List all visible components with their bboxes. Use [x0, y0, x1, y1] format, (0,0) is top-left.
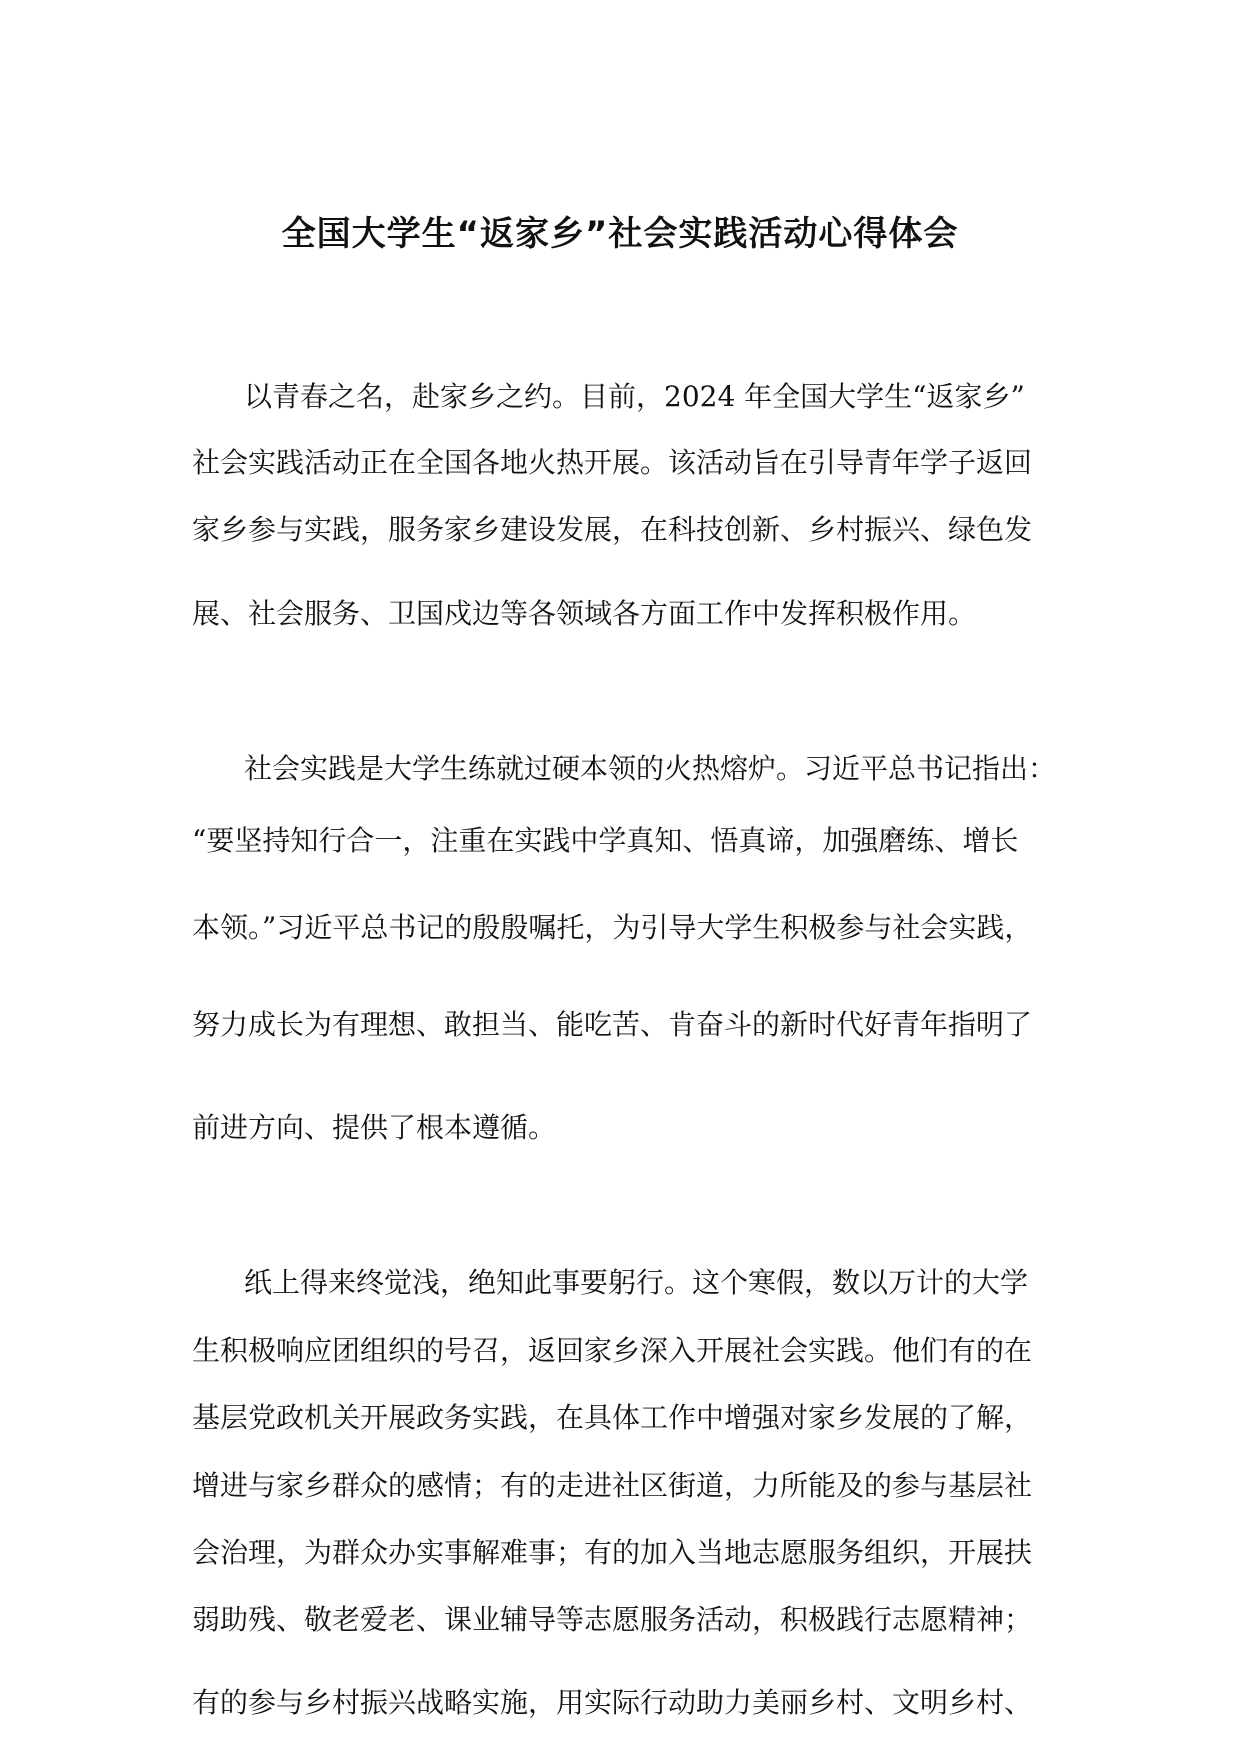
document-title: 全国大学生“返家乡”社会实践活动心得体会 [281, 214, 959, 254]
paragraph-3-line-7: 有的参与乡村振兴战略实施，用实际行动助力美丽乡村、文明乡村、 [192, 1686, 1033, 1719]
paragraph-3-line-3: 基层党政机关开展政务实践，在具体工作中增强对家乡发展的了解， [192, 1401, 1033, 1434]
paragraph-1-line-4: 展、社会服务、卫国戍边等各领域各方面工作中发挥积极作用。 [192, 597, 977, 630]
paragraph-2-line-1: 社会实践是大学生练就过硬本领的火热熔炉。习近平总书记指出： [244, 752, 1057, 785]
paragraph-1-line-3: 家乡参与实践，服务家乡建设发展，在科技创新、乡村振兴、绿色发 [192, 513, 1033, 546]
paragraph-1-line-2: 社会实践活动正在全国各地火热开展。该活动旨在引导青年学子返回 [192, 446, 1033, 479]
paragraph-3-line-1: 纸上得来终觉浅，绝知此事要躬行。这个寒假，数以万计的大学 [244, 1266, 1029, 1299]
paragraph-3-line-6: 弱助残、敬老爱老、课业辅导等志愿服务活动，积极践行志愿精神； [192, 1603, 1033, 1636]
paragraph-2-line-3: 本领。”习近平总书记的殷殷嘱托，为引导大学生积极参与社会实践， [192, 911, 1033, 944]
paragraph-2-line-4: 努力成长为有理想、敢担当、能吃苦、肯奋斗的新时代好青年指明了 [192, 1008, 1033, 1041]
paragraph-1-line-1: 以青春之名，赴家乡之约。目前，2024 年全国大学生“返家乡” [244, 380, 1025, 413]
paragraph-2-line-2: “要坚持知行合一，注重在实践中学真知、悟真谛，加强磨练、增长 [192, 824, 1019, 857]
paragraph-3-line-5: 会治理，为群众办实事解难事；有的加入当地志愿服务组织，开展扶 [192, 1536, 1033, 1569]
paragraph-3-line-2: 生积极响应团组织的号召，返回家乡深入开展社会实践。他们有的在 [192, 1334, 1033, 1367]
paragraph-3-line-4: 增进与家乡群众的感情；有的走进社区街道，力所能及的参与基层社 [192, 1469, 1033, 1502]
paragraph-2-line-5: 前进方向、提供了根本遵循。 [192, 1111, 557, 1144]
